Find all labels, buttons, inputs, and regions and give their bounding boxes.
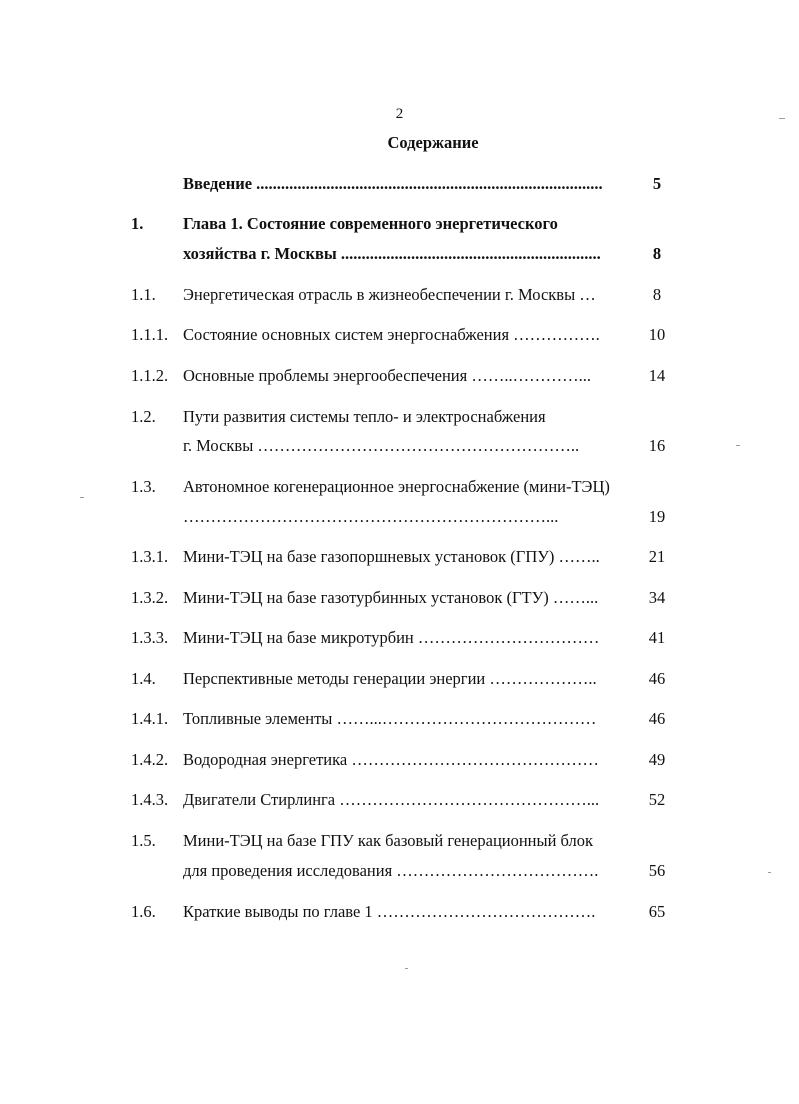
toc-entry-number: 1.1.	[131, 285, 156, 304]
toc-entry-1-6	[0, 900, 799, 924]
toc-entry-page: 52	[648, 790, 666, 809]
toc-entry-title: Краткие выводы по главе 1 ………………………………….	[183, 902, 596, 921]
toc-entry-1-4	[0, 667, 799, 691]
toc-entry-title: Глава 1. Состояние современного энергетического	[183, 214, 558, 233]
toc-entry-1-1-1	[0, 323, 799, 347]
toc-entry-page: 19	[648, 507, 666, 526]
toc-entry-1-3-cont	[0, 505, 799, 529]
toc-entry-title: для проведения исследования ……………………………….	[183, 861, 599, 880]
toc-entry-1-3-2	[0, 586, 799, 610]
toc-entry-1-2	[0, 405, 799, 429]
toc-entry-1-2-cont	[0, 434, 799, 458]
toc-entry-page: 34	[648, 588, 666, 607]
toc-entry-1-3	[0, 475, 799, 499]
toc-entry-page: 49	[648, 750, 666, 769]
toc-entry-number: 1.5.	[131, 831, 156, 850]
toc-entry-1-4-3	[0, 788, 799, 812]
toc-entry-title: Пути развития системы тепло- и электроснабжения	[183, 407, 546, 426]
toc-entry-1-1-2	[0, 364, 799, 388]
toc-entry-title: Топливные элементы ……...…………………………………	[183, 709, 597, 728]
toc-entry-1-5-cont	[0, 859, 799, 883]
toc-entry-page: 65	[648, 902, 666, 921]
toc-entry-1-5	[0, 829, 799, 853]
toc-entry-title: Мини-ТЭЦ на базе ГПУ как базовый генерационный блок	[183, 831, 594, 850]
toc-entry-page: 41	[648, 628, 666, 647]
scan-mark	[768, 872, 771, 873]
toc-entry-number: 1.4.3.	[131, 790, 169, 809]
toc-entry-title: Автономное когенерационное энергоснабжение (мини-ТЭЦ)	[183, 477, 610, 496]
toc-entry-title: Энергетическая отрасль в жизнеобеспечении г. Москвы …	[183, 285, 596, 304]
toc-entry-title: Водородная энергетика ………………………………………	[183, 750, 599, 769]
toc-entry-1-4-1	[0, 707, 799, 731]
toc-entry-page: 8	[652, 244, 662, 263]
scan-mark	[779, 118, 785, 119]
toc-entry-title: Мини-ТЭЦ на базе газотурбинных установок (ГТУ) ……...	[183, 588, 599, 607]
toc-entry-number: 1.4.2.	[131, 750, 169, 769]
toc-entry-number: 1.4.	[131, 669, 156, 688]
toc-title: Содержание	[387, 133, 479, 152]
toc-entry-page: 21	[648, 547, 666, 566]
toc-entry-page: 5	[652, 174, 662, 193]
toc-entry-1-3-3	[0, 626, 799, 650]
toc-entry-chapter-1	[0, 212, 799, 236]
toc-entry-number: 1.1.1.	[131, 325, 169, 344]
page-number: 2	[395, 106, 404, 122]
toc-entry-number: 1.3.	[131, 477, 156, 496]
toc-entry-title: Основные проблемы энергообеспечения ……..…………...	[183, 366, 591, 385]
toc-entry-page: 46	[648, 669, 666, 688]
toc-entry-1-1	[0, 283, 799, 307]
toc-entry-title: Мини-ТЭЦ на базе газопоршневых установок (ГПУ) ……..	[183, 547, 600, 566]
scan-mark	[736, 445, 740, 446]
toc-entry-1-4-2	[0, 748, 799, 772]
toc-entry-page: 8	[652, 285, 662, 304]
toc-entry-title: Мини-ТЭЦ на базе микротурбин ……………………………	[183, 628, 600, 647]
toc-entry-page: 10	[648, 325, 666, 344]
toc-entry-title: Двигатели Стирлинга ………………………………………...	[183, 790, 600, 809]
toc-entry-number: 1.1.2.	[131, 366, 169, 385]
toc-entry-number: 1.3.3.	[131, 628, 169, 647]
toc-entry-page: 14	[648, 366, 666, 385]
scan-mark	[405, 968, 408, 969]
toc-entry-title: хозяйства г. Москвы ...............................................................	[183, 244, 601, 263]
toc-entry-title: Перспективные методы генерации энергии ………………..	[183, 669, 597, 688]
toc-entry-number: 1.6.	[131, 902, 156, 921]
toc-entry-page: 56	[648, 861, 666, 880]
toc-entry-title: Состояние основных систем энергоснабжения …………….	[183, 325, 600, 344]
toc-entry-1-3-1	[0, 545, 799, 569]
toc-entry-number: 1.	[131, 214, 144, 233]
toc-entry-page: 46	[648, 709, 666, 728]
toc-entry-number: 1.3.1.	[131, 547, 169, 566]
toc-entry-title: …………………………………………………………...	[183, 507, 559, 526]
toc-entry-number: 1.4.1.	[131, 709, 169, 728]
scan-mark	[80, 497, 84, 498]
toc-entry-page: 16	[648, 436, 666, 455]
toc-entry-chapter-1-cont	[0, 242, 799, 266]
toc-entry-title: г. Москвы …………………………………………………..	[183, 436, 580, 455]
toc-entry-intro	[0, 172, 799, 196]
toc-entry-title: Введение ....................................................................................	[183, 174, 603, 193]
toc-entry-number: 1.2.	[131, 407, 156, 426]
toc-entry-number: 1.3.2.	[131, 588, 169, 607]
